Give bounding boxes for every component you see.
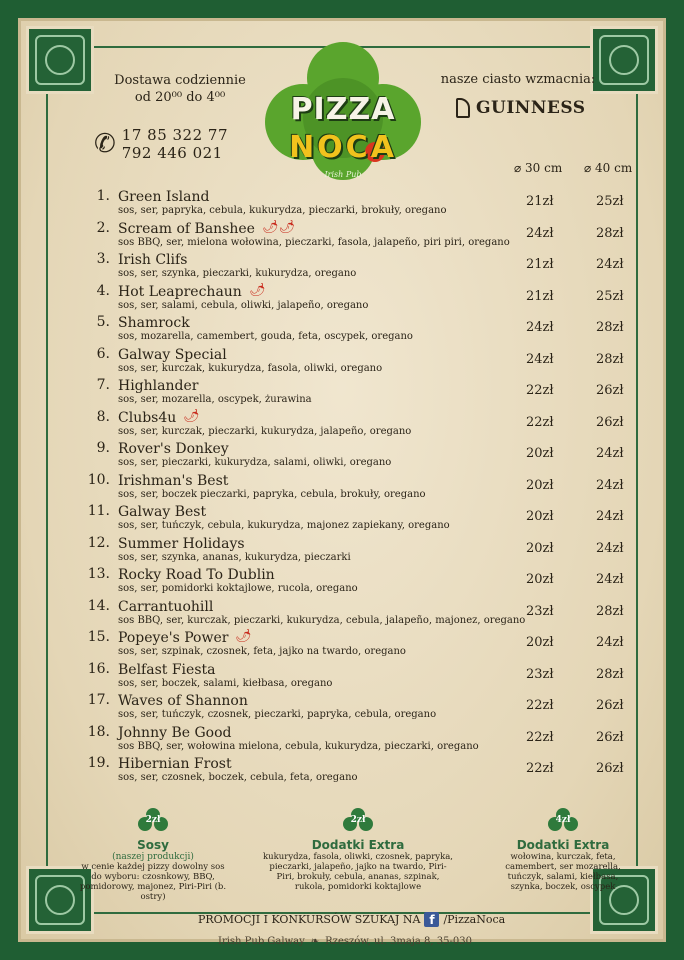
- pizza-name: Galway Special: [118, 346, 227, 363]
- pizza-ingredients: sos, mozarella, camembert, gouda, feta, oscypek, oregano: [118, 331, 413, 342]
- phone-number[interactable]: 792 446 021: [121, 144, 223, 162]
- clover-icon: [138, 808, 168, 836]
- price-30cm: 20zł: [526, 572, 554, 587]
- pizza-row: [76, 661, 624, 693]
- pizza-number: 12.: [87, 534, 110, 551]
- pizza-number: 16.: [87, 660, 110, 677]
- extra-price: 4zł: [555, 815, 571, 825]
- pizza-ingredients: sos, ser, salami, cebula, oliwki, jalapeño, oregano: [118, 299, 369, 311]
- price-40cm: 24zł: [596, 509, 624, 524]
- pizza-number: 11.: [87, 503, 110, 519]
- pizza-name: Popeye's Power: [118, 630, 229, 646]
- extras-section: [78, 808, 626, 903]
- extra-description: w cenie każdej pizzy dowolny sos do wyboru: czosnkowy, BBQ, pomidorowy, majonez, Piri-Piri (b. ostry): [79, 862, 227, 902]
- price-40cm: 28zł: [596, 320, 624, 335]
- pizza-row: [76, 724, 624, 756]
- pizza-row: [76, 535, 624, 567]
- phone-icon: ✆: [94, 129, 116, 159]
- price-40cm: 24zł: [596, 446, 624, 461]
- pizza-name: Belfast Fiesta: [118, 661, 216, 678]
- pizza-ingredients: sos, ser, boczek, salami, kiełbasa, oregano: [118, 677, 333, 689]
- pizza-name: Galway Best: [118, 504, 207, 520]
- pizza-ingredients: sos, ser, kurczak, pieczarki, kukurydza, jalapeño, oregano: [118, 425, 412, 437]
- extra-title: Dodatki Extra: [516, 838, 610, 852]
- pizza-number: 15.: [87, 629, 110, 645]
- pizza-number: 8.: [96, 408, 110, 425]
- pub-name: Irish Pub Galway: [218, 936, 305, 947]
- price-40cm: 24zł: [596, 572, 624, 587]
- price-40cm: 28zł: [596, 351, 624, 367]
- pizza-row: [76, 598, 624, 630]
- menu-page: [18, 18, 666, 947]
- price-30cm: 24zł: [526, 320, 554, 335]
- harp-icon: [456, 98, 470, 118]
- separator-icon: ❧: [310, 936, 320, 947]
- pizza-number: 18.: [87, 723, 110, 740]
- pizza-row: [76, 755, 624, 787]
- clover-icon: [343, 808, 373, 836]
- pizza-row: [76, 188, 624, 220]
- pizza-number: 13.: [87, 566, 110, 582]
- pizza-row: [76, 692, 624, 724]
- dough-info: nasze ciasto wzmacnia:: [440, 72, 596, 87]
- pizza-name: Rover's Donkey: [118, 441, 229, 457]
- pizza-ingredients: sos BBQ, ser, kurczak, pieczarki, kukurydza, cebula, jalapeño, majonez, oregano: [118, 614, 526, 626]
- price-30cm: 21zł: [526, 257, 554, 272]
- pizza-row: [76, 251, 624, 283]
- pizza-name: Irish Clifs: [118, 252, 188, 268]
- extra-title: Sosy: [137, 838, 169, 852]
- price-40cm: 26zł: [596, 761, 624, 776]
- price-40cm: 28zł: [596, 603, 624, 619]
- pizza-number: 3.: [96, 251, 110, 267]
- facebook-handle[interactable]: /PizzaNoca: [443, 913, 506, 926]
- pizza-number: 7.: [96, 377, 110, 393]
- price-30cm: 22zł: [526, 383, 554, 398]
- brand-name: GUINNESS: [476, 98, 586, 118]
- pizza-name: Summer Holidays: [118, 535, 245, 552]
- price-40cm: 26zł: [596, 729, 624, 745]
- pizza-ingredients: sos, ser, czosnek, boczek, cebula, feta, oregano: [118, 772, 358, 783]
- pizza-number: 5.: [96, 314, 110, 330]
- pizza-name: Carrantuohill: [118, 598, 214, 615]
- extra-subtitle: (naszej produkcji): [112, 852, 194, 862]
- extra-description: kukurydza, fasola, oliwki, czosnek, papryka, pieczarki, jalapeño, jajko na twardo, Piri-Piri, brokuły, cebula, ananas, szpinak, rukola, pomidorki koktajlowe: [263, 852, 454, 892]
- facebook-icon[interactable]: f: [424, 912, 439, 927]
- price-30cm: 22zł: [526, 729, 554, 745]
- price-30cm: 22zł: [526, 414, 554, 430]
- price-30cm: 20zł: [526, 635, 554, 650]
- pizza-number: 9.: [96, 440, 110, 456]
- price-40cm: 28zł: [596, 225, 624, 241]
- pizza-number: 14.: [87, 597, 110, 614]
- promo-text: PROMOCJI I KONKURSÓW SZUKAJ NA: [198, 913, 421, 926]
- pizza-name: Scream of Banshee: [118, 220, 255, 237]
- pizza-name: Clubs4u: [118, 409, 177, 426]
- pizza-name: Hot Leaprechaun: [118, 283, 242, 300]
- price-30cm: 20zł: [526, 509, 554, 524]
- extra-sauces: [78, 808, 228, 902]
- celtic-corner-ornament: [26, 26, 94, 94]
- size-header-30: ⌀ 30 cm: [514, 161, 563, 175]
- price-30cm: 24zł: [526, 351, 554, 367]
- pizza-row: [76, 629, 624, 661]
- extra-price: 2zł: [145, 815, 161, 825]
- pizza-row: [76, 220, 624, 252]
- price-40cm: 25zł: [596, 288, 624, 304]
- pizza-name: Highlander: [118, 378, 199, 394]
- pizza-ingredients: sos, ser, szynka, pieczarki, kukurydza, oregano: [118, 268, 357, 279]
- chili-icon: 🌶: [183, 408, 200, 424]
- extra-description: wołowina, kurczak, feta, camembert, ser mozarella, tuńczyk, salami, kiełbasa, szynka, boczek, oscypek: [505, 852, 621, 892]
- price-40cm: 24zł: [596, 257, 624, 272]
- pizza-number: 4.: [96, 282, 110, 299]
- pizza-name: Waves of Shannon: [118, 693, 248, 709]
- pizza-number: 19.: [87, 755, 110, 771]
- pizza-ingredients: sos, ser, papryka, cebula, kukurydza, pieczarki, brokuły, oregano: [118, 205, 447, 216]
- pizza-row: [76, 503, 624, 535]
- pizza-noca-logo: [263, 40, 423, 190]
- pizza-row: [76, 566, 624, 598]
- pizza-list: [76, 188, 624, 787]
- pizza-row: [76, 377, 624, 409]
- price-40cm: 26zł: [596, 698, 624, 713]
- pizza-row: [76, 472, 624, 504]
- pizza-name: Hibernian Frost: [118, 756, 232, 772]
- pizza-row: [76, 314, 624, 346]
- address-line: [218, 936, 472, 947]
- price-40cm: 24zł: [596, 477, 624, 493]
- chili-icon: 🌶: [249, 282, 266, 298]
- price-40cm: 24zł: [596, 635, 624, 650]
- delivery-line: Dostawa codziennie: [114, 73, 246, 88]
- pizza-row: [76, 440, 624, 472]
- pizza-number: 1.: [96, 188, 110, 204]
- pizza-number: 10.: [87, 471, 110, 488]
- pizza-row: [76, 409, 624, 441]
- price-40cm: 25zł: [596, 194, 624, 209]
- price-30cm: 24zł: [526, 225, 554, 241]
- extra-price: 2zł: [350, 815, 366, 825]
- logo-title: PIZZA: [290, 92, 396, 127]
- extra-toppings-2: [263, 808, 453, 892]
- delivery-info: [90, 72, 270, 106]
- price-30cm: 21zł: [526, 194, 554, 209]
- pizza-number: 2.: [96, 219, 110, 236]
- logo-title: NOCA: [289, 130, 397, 165]
- extra-toppings-4: [498, 808, 628, 892]
- pizza-row: [76, 346, 624, 378]
- price-30cm: 22zł: [526, 698, 554, 713]
- phone-block: [94, 126, 228, 162]
- chili-icon: 🌶: [235, 629, 252, 644]
- pizza-ingredients: sos, ser, pomidorki koktajlowe, rucola, oregano: [118, 583, 358, 594]
- pizza-name: Green Island: [118, 189, 210, 205]
- pizza-name: Irishman's Best: [118, 472, 229, 489]
- delivery-hours: od 20⁰⁰ do 4⁰⁰: [134, 90, 226, 105]
- phone-number[interactable]: 17 85 322 77: [121, 126, 228, 144]
- pizza-ingredients: sos, ser, mozarella, oscypek, żurawina: [118, 394, 312, 405]
- pizza-ingredients: sos, ser, kurczak, kukurydza, fasola, oliwki, oregano: [118, 362, 383, 374]
- logo-subtitle: Irish Pub: [324, 170, 362, 179]
- size-header-40: ⌀ 40 cm: [584, 161, 633, 175]
- pizza-ingredients: sos, ser, szpinak, czosnek, feta, jajko na twardo, oregano: [118, 646, 406, 657]
- price-30cm: 23zł: [526, 603, 554, 619]
- pizza-ingredients: sos, ser, boczek pieczarki, papryka, cebula, brokuły, oregano: [118, 488, 426, 500]
- price-40cm: 26zł: [596, 383, 624, 398]
- clover-icon: [548, 808, 578, 836]
- pizza-ingredients: sos, ser, pieczarki, kukurydza, salami, oliwki, oregano: [118, 457, 392, 468]
- pizza-ingredients: sos, ser, szynka, ananas, kukurydza, pieczarki: [118, 551, 351, 563]
- guinness-brand: [456, 98, 586, 118]
- pizza-number: 17.: [87, 692, 110, 708]
- price-40cm: 28zł: [596, 666, 624, 682]
- price-30cm: 23zł: [526, 666, 554, 682]
- pizza-name: Johnny Be Good: [118, 724, 232, 741]
- price-30cm: 21zł: [526, 288, 554, 304]
- pizza-name: Rocky Road To Dublin: [118, 567, 275, 583]
- pizza-ingredients: sos BBQ, ser, mielona wołowina, pieczarki, fasola, jalapeño, piri piri, oregano: [118, 236, 510, 248]
- pizza-number: 6.: [96, 345, 110, 362]
- pizza-ingredients: sos, ser, tuńczyk, czosnek, pieczarki, papryka, cebula, oregano: [118, 709, 437, 720]
- pizza-ingredients: sos BBQ, ser, wołowina mielona, cebula, kukurydza, pieczarki, oregano: [118, 740, 479, 752]
- pizza-row: [76, 283, 624, 315]
- price-30cm: 20zł: [526, 446, 554, 461]
- chili-icon: 🌶🌶: [262, 219, 296, 235]
- price-40cm: 24zł: [596, 540, 624, 556]
- promo-line: [198, 912, 505, 927]
- address: Rzeszów, ul. 3maja 8, 35-030: [325, 936, 472, 947]
- price-30cm: 20zł: [526, 477, 554, 493]
- pizza-name: Shamrock: [118, 315, 190, 331]
- price-30cm: 20zł: [526, 540, 554, 556]
- price-40cm: 26zł: [596, 414, 624, 430]
- pizza-ingredients: sos, ser, tuńczyk, cebula, kukurydza, majonez zapiekany, oregano: [118, 520, 450, 531]
- price-30cm: 22zł: [526, 761, 554, 776]
- extra-title: Dodatki Extra: [311, 838, 405, 852]
